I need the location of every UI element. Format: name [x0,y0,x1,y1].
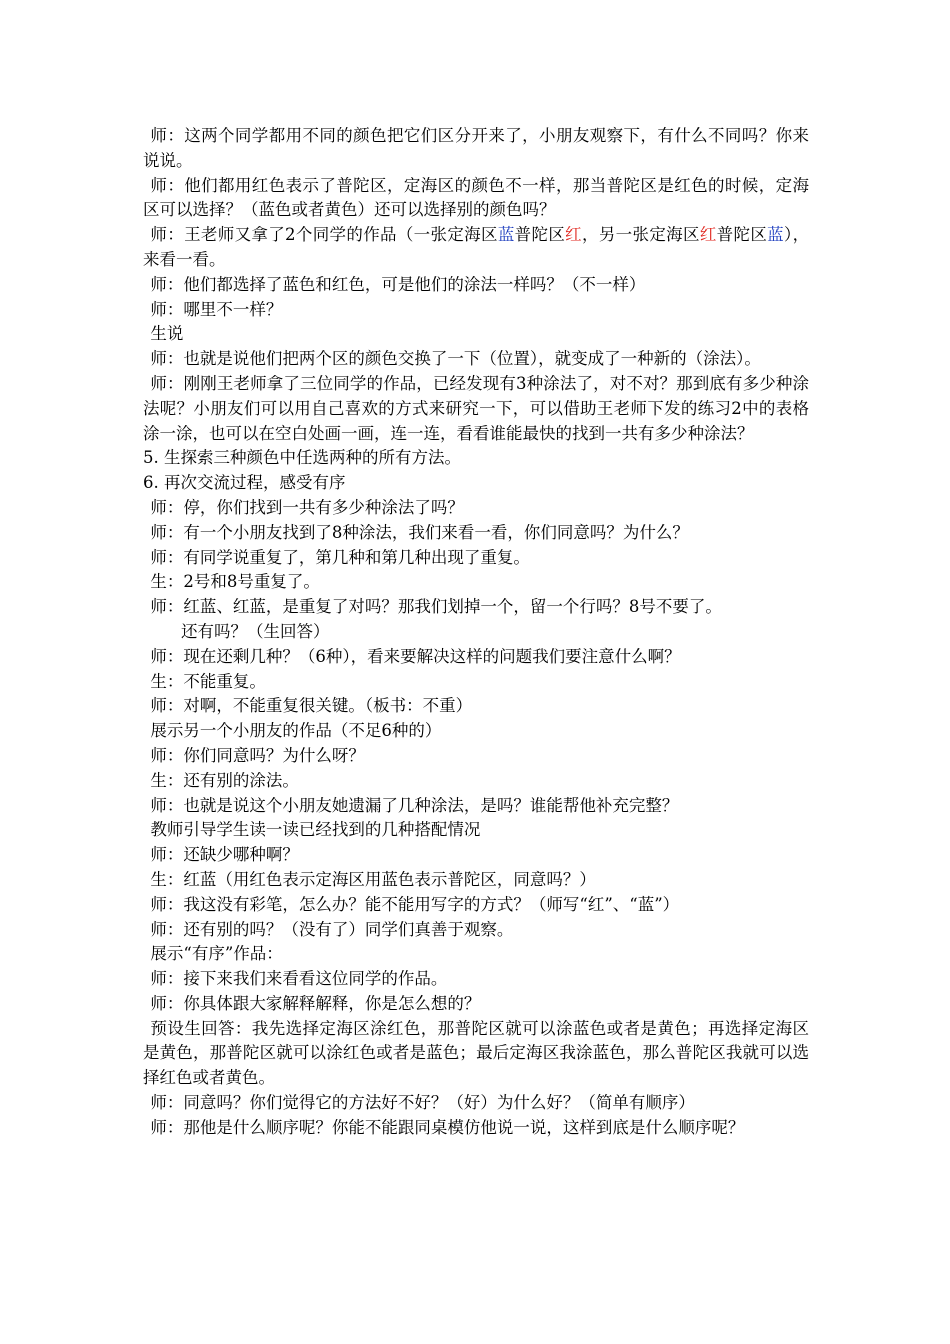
paragraph: 展示“有序”作品： [150,944,283,964]
paragraph [143,223,809,273]
paragraph: 师：现在还剩几种？（6种），看来要解决这样的问题我们要注意什么啊？ [150,646,681,666]
blue-text: 蓝 [767,225,785,245]
paragraph: 展示另一个小朋友的作品（不足6种的） [150,721,442,741]
text-segment: 师：王老师又拿了2个同学的作品（一张定海区 [150,225,498,245]
paragraph: 师：我这没有彩笔，怎么办？能不能用写字的方式？（师写“红”、“蓝”） [150,894,680,914]
paragraph: 生：还有别的涂法。 [150,770,299,790]
paragraph: 师：你们同意吗？为什么呀？ [150,745,365,765]
paragraph: 师：也就是说这个小朋友她遗漏了几种涂法，是吗？谁能帮他补充完整？ [150,795,679,815]
paragraph: 师：你具体跟大家解释解释，你是怎么想的？ [150,993,481,1013]
text-segment: ），来看一看。 [143,225,810,269]
paragraph: 师：有同学说重复了，第几种和第几种出现了重复。 [150,547,530,567]
text-segment: 普陀区 [716,225,768,245]
paragraph: 师：红蓝、红蓝，是重复了对吗？那我们划掉一个，留一个行吗？8号不要了。 [150,597,722,617]
paragraph: 生：不能重复。 [150,671,266,691]
paragraph: 师：那他是什么顺序呢？你能不能跟同桌模仿他说一说，这样到底是什么顺序呢？ [150,1117,745,1137]
paragraph: 师：接下来我们来看看这位同学的作品。 [150,969,448,989]
paragraph: 生说 [150,324,184,344]
paragraph: 6. 再次交流过程，感受有序 [143,473,346,493]
paragraph: 预设生回答：我先选择定海区涂红色，那普陀区就可以涂蓝色或者是黄色；再选择定海区是黄色，那普陀区就可以涂红色或者是蓝色；最后定海区我涂蓝色，那么普陀区我就可以选择红色或者黄色。 [143,1018,809,1088]
paragraph: 5. 生探索三种颜色中任选两种的所有方法。 [143,448,461,468]
paragraph: 师：停，你们找到一共有多少种涂法了吗？ [150,497,464,517]
document-body [143,124,809,1141]
paragraph: 师：有一个小朋友找到了8种涂法，我们来看一看，你们同意吗？为什么？ [150,522,689,542]
paragraph: 师：对啊，不能重复很关键。（板书：不重） [150,696,473,716]
red-text: 红 [565,225,583,245]
paragraph: 师：他们都选择了蓝色和红色，可是他们的涂法一样吗？（不一样） [150,274,646,294]
text-segment: ，另一张定海区 [582,225,700,245]
paragraph: 师：这两个同学都用不同的颜色把它们区分开来了，小朋友观察下，有什么不同吗？你来说说。 [143,126,809,170]
paragraph: 生：红蓝（用红色表示定海区用蓝色表示普陀区，同意吗？） [150,869,596,889]
paragraph: 师：他们都用红色表示了普陀区，定海区的颜色不一样，那当普陀区是红色的时候，定海区可以选择？（蓝色或者黄色）还可以选择别的颜色吗？ [143,175,809,220]
paragraph: 师：还有别的吗？（没有了）同学们真善于观察。 [150,919,514,939]
paragraph: 师：还缺少哪种啊？ [150,845,299,865]
paragraph: 生：2号和8号重复了。 [150,572,320,592]
blue-text: 蓝 [497,225,515,245]
paragraph: 师：也就是说他们把两个区的颜色交换了一下（位置），就变成了一种新的（涂法）。 [150,349,761,369]
paragraph: 师：刚刚王老师拿了三位同学的作品，已经发现有3种涂法了，对不对？那到底有多少种涂法呢？小朋友们可以用自己喜欢的方式来研究一下，可以借助王老师下发的练习2中的表格涂一涂，也可以在空白处画一画，连一连，看看谁能最快的找到一共有多少种涂法？ [143,373,809,443]
paragraph: 师：同意吗？你们觉得它的方法好不好？（好）为什么好？（简单有顺序） [150,1093,695,1113]
red-text: 红 [699,225,717,245]
text-segment: 普陀区 [514,225,566,245]
paragraph: 还有吗？（生回答） [180,621,330,641]
paragraph: 师：哪里不一样？ [150,299,283,319]
paragraph: 教师引导学生读一读已经找到的几种搭配情况 [150,820,481,840]
